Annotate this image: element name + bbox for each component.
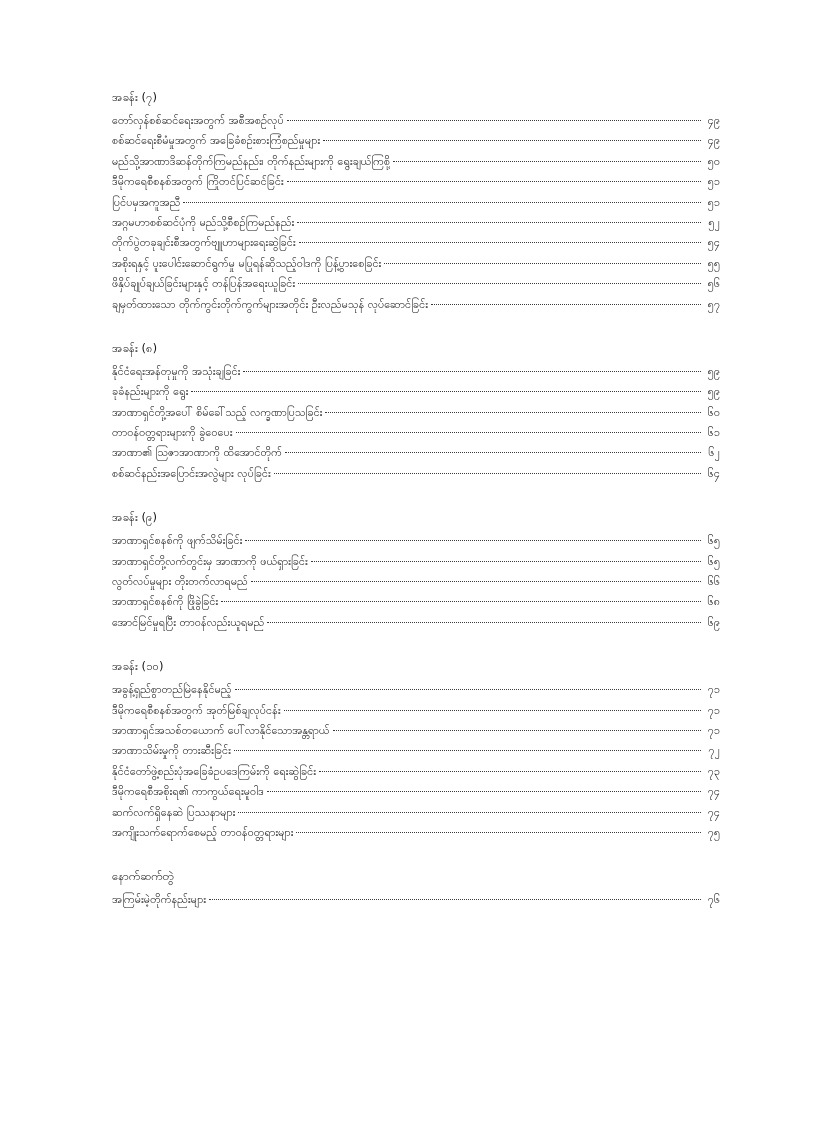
dot-leader xyxy=(243,371,701,372)
entry-title: စစ်ဆင်ရေးစီမံမှုအတွက် အခြေခံစဉ်းစားကြံစည်မှုများ xyxy=(112,134,321,148)
entry-title: မည်သို့အာဏာဒိဆန်တိုက်ကြမည်နည်း၊ တိုက်နည်းများကို ရွေးချယ်ကြစို့ xyxy=(112,154,391,168)
entry-title: အကျိုးသက်ရောက်စေမည့် တာဝန်ဝတ္တရားများ xyxy=(112,825,294,839)
entry-title: ဒီမိုကရေစီစနစ်အတွက် အုတ်မြစ်ချလုပ်ငန်း xyxy=(112,703,281,717)
toc-entry xyxy=(112,274,720,294)
entry-title: နိုင်ငံတော်ဖွဲ့စည်းပုံအခြေခံဥပဒေကြမ်းကို ရေးဆွဲခြင်း xyxy=(112,764,317,778)
toc-section xyxy=(112,339,720,484)
dot-leader xyxy=(287,181,701,182)
dot-leader xyxy=(274,473,701,474)
page-number: ၇၄ xyxy=(707,785,720,799)
toc-section xyxy=(112,867,720,910)
page-number: ၅၉ xyxy=(707,364,720,378)
toc-entry xyxy=(112,464,720,484)
dot-leader xyxy=(267,791,701,792)
entry-title: ဒီမိုကရေစီစနစ်အတွက် ကြိုတင်ပြင်ဆင်ခြင်း xyxy=(112,175,284,189)
page-number: ၆၀ xyxy=(707,405,720,419)
toc-entry xyxy=(112,531,720,551)
toc-entry xyxy=(112,721,720,741)
toc-entry xyxy=(112,552,720,572)
entry-title: စစ်ဆင်နည်းအပြောင်းအလွဲများ လုပ်ခြင်း xyxy=(112,466,271,480)
entry-title: ခုခံနည်းများကို ရွေး xyxy=(112,385,189,399)
entry-title: ဒီမိုကရေစီအစိုးရ၏ ကာကွယ်ရေးမူဝါဒ xyxy=(112,785,264,799)
page-number: ၇၂ xyxy=(708,744,720,758)
dot-leader xyxy=(267,622,701,623)
toc-entry xyxy=(112,741,720,761)
dot-leader xyxy=(299,242,701,243)
page-number: ၅၁ xyxy=(707,175,720,189)
page-number: ၄၉ xyxy=(707,134,720,148)
table-of-contents xyxy=(112,88,720,935)
entry-title: အကြမ်းမဲ့တိုက်နည်းများ xyxy=(112,893,207,907)
toc-entry xyxy=(112,823,720,843)
entry-title: ဆက်လက်ရှိနေဆဲ ပြဿနာများ xyxy=(112,805,236,819)
page-number: ၇၁ xyxy=(707,683,720,697)
page-number: ၅၆ xyxy=(707,277,720,291)
toc-entry xyxy=(112,213,720,233)
toc-entry xyxy=(112,172,720,192)
toc-entry xyxy=(112,423,720,443)
dot-leader xyxy=(234,750,701,751)
page-number: ၇၃ xyxy=(707,764,720,778)
toc-entry xyxy=(112,803,720,823)
entry-title: ပြင်ပမှအကူအညီ xyxy=(112,195,181,209)
dot-leader xyxy=(238,812,701,813)
entry-title: တာဝန်ဝတ္တရားများကို ခွဲဝေပေး xyxy=(112,426,233,440)
page-number: ၅၉ xyxy=(707,385,720,399)
entry-title: အာဏာရှင်စနစ်ကို ဖြိုခွဲခြင်း xyxy=(112,595,219,609)
toc-section xyxy=(112,508,720,633)
dot-leader xyxy=(209,899,701,900)
chapter-heading: နောက်ဆက်တွဲ xyxy=(112,869,174,884)
page-number: ၅၄ xyxy=(707,236,720,250)
entry-title: တိုက်ပွဲတခုချင်းစီအတွက်ဗျူဟာများရေးဆွဲခြင်း xyxy=(112,236,296,250)
page-number: ၅၁ xyxy=(707,195,720,209)
dot-leader xyxy=(384,263,701,264)
toc-entry xyxy=(112,131,720,151)
entry-title: အဂ္ဂမဟာစစ်ဆင်ပုံကို မည်သို့စီစဉ်ကြမည်နည်း xyxy=(112,215,295,229)
page-number: ၆၅ xyxy=(707,534,720,548)
dot-leader xyxy=(285,452,701,453)
page-number: ၆၆ xyxy=(707,575,720,589)
page-number: ၅၀ xyxy=(707,154,720,168)
entry-title: အခွန့်ရှည်စွာတည်မြဲနေနိုင်မည့် xyxy=(112,683,232,697)
entry-title: အာဏာသိမ်းမှုကို တားဆီးခြင်း xyxy=(112,744,231,758)
page-number: ၇၁ xyxy=(707,703,720,717)
dot-leader xyxy=(235,689,702,690)
chapter-heading: အခန်း (၁၀) xyxy=(112,659,164,674)
toc-entry xyxy=(112,403,720,423)
page-number: ၇၅ xyxy=(707,825,720,839)
page-number: ၆၅ xyxy=(707,554,720,568)
page-number: ၅၇ xyxy=(707,297,720,311)
dot-leader xyxy=(296,832,701,833)
dot-leader xyxy=(393,161,701,162)
page-number: ၇၁ xyxy=(707,723,720,737)
dot-leader xyxy=(323,140,701,141)
entry-title: ချမှတ်ထားသော တိုက်ကွင်းတိုက်ကွက်များအတိုင်း ဦးလည်မသုန် လုပ်ဆောင်ခြင်း xyxy=(112,297,429,311)
entry-title: အောင်မြင်မှုရပြီး တာဝန်လည်းယူရမည် xyxy=(112,615,265,629)
toc-entry xyxy=(112,362,720,382)
toc-section xyxy=(112,657,720,843)
page-number: ၆၂ xyxy=(708,446,720,460)
dot-leader xyxy=(333,730,701,731)
page-number: ၇၄ xyxy=(707,805,720,819)
entry-title: အာဏာရှင်စနစ်ကို ဖျက်သိမ်းခြင်း xyxy=(112,534,243,548)
toc-entry xyxy=(112,152,720,172)
page-number: ၆၄ xyxy=(707,466,720,480)
dot-leader xyxy=(431,304,701,305)
dot-leader xyxy=(287,120,701,121)
chapter-heading: အခန်း (၇) xyxy=(112,90,157,104)
dot-leader xyxy=(245,540,701,541)
toc-entry xyxy=(112,782,720,802)
dot-leader xyxy=(319,771,701,772)
dot-leader xyxy=(284,710,701,711)
entry-title: အာဏာရှင်တို့လက်တွင်းမှ အာဏာကို ဖယ်ရှားခြင်း xyxy=(112,554,308,568)
toc-entry xyxy=(112,254,720,274)
page-number: ၆၉ xyxy=(707,615,720,629)
dot-leader xyxy=(183,202,701,203)
entry-title: ဖိနှိပ်ချုပ်ချယ်ခြင်းများနှင့် တန်ပြန်အရေးယူခြင်း xyxy=(112,277,296,291)
page-number: ၅၅ xyxy=(707,256,720,270)
chapter-heading: အခန်း (၈) xyxy=(112,340,158,355)
entry-title: အစိုးရနှင့် ပူးပေါင်းဆောင်ရွက်မှု မပြုရန်ဆိုသည့်ဝါဒကို ပြန့်ပွားစေခြင်း xyxy=(112,256,382,270)
toc-entry xyxy=(112,443,720,463)
toc-entry xyxy=(112,680,720,700)
toc-entry xyxy=(112,572,720,592)
entry-title: လွတ်လပ်မှုများ တိုးတက်လာရမည် xyxy=(112,575,248,589)
dot-leader xyxy=(311,561,701,562)
entry-title: အာဏာ၏ ဩဇာအာဏာကို ထိအောင်တိုက် xyxy=(112,446,282,460)
toc-entry xyxy=(112,762,720,782)
dot-leader xyxy=(191,391,701,392)
dot-leader xyxy=(251,581,701,582)
toc-entry xyxy=(112,295,720,315)
page-number: ၅၂ xyxy=(708,215,720,229)
toc-entry xyxy=(112,233,720,253)
toc-section xyxy=(112,88,720,315)
toc-entry xyxy=(112,613,720,633)
page-number: ၆၁ xyxy=(707,426,720,440)
page-number: ၇၆ xyxy=(707,893,720,907)
page-number: ၆၈ xyxy=(707,595,720,609)
toc-entry xyxy=(112,111,720,131)
toc-entry xyxy=(112,592,720,612)
entry-title: နိုင်ငံရေးအန်တုမှုကို အသုံးချခြင်း xyxy=(112,364,241,378)
toc-entry xyxy=(112,890,720,910)
toc-entry xyxy=(112,193,720,213)
page-number: ၄၉ xyxy=(707,114,720,127)
toc-entry xyxy=(112,382,720,402)
entry-title: အာဏာရှင်အသစ်တယောက် ပေါ်လာနိုင်သောအန္တရာယ် xyxy=(112,723,330,737)
dot-leader xyxy=(297,222,701,223)
dot-leader xyxy=(236,432,701,433)
entry-title: တော်လှန်စစ်ဆင်ရေးအတွက် အစီအစဉ်လုပ် xyxy=(112,114,284,127)
toc-entry xyxy=(112,701,720,721)
dot-leader xyxy=(221,601,701,602)
dot-leader xyxy=(298,283,701,284)
chapter-heading: အခန်း (၉) xyxy=(112,510,157,525)
dot-leader xyxy=(325,412,701,413)
entry-title: အာဏာရှင်တို့အပေါ် စိမ်ခေါ်သည့် လက္ခဏာပြသခြင်း xyxy=(112,405,323,419)
